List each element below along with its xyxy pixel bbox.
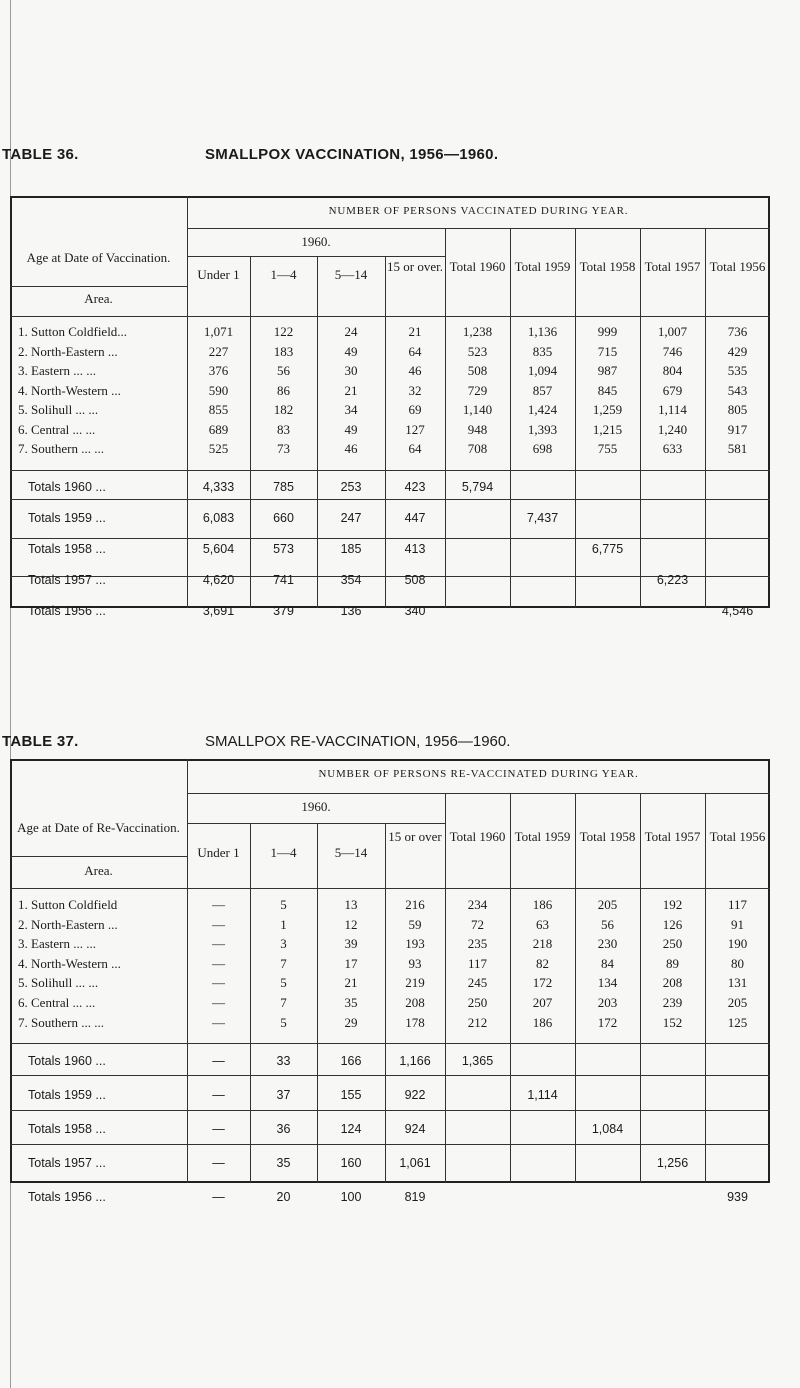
- totals-cell: 922: [404, 1088, 426, 1102]
- totals-cell: 340: [404, 604, 426, 618]
- totals-cell: 741: [273, 573, 294, 587]
- totals-cell: 423: [404, 480, 426, 494]
- area-name: 6. Central ... ...: [18, 995, 96, 1010]
- table-cell: 5: [280, 897, 287, 912]
- table-cell: 1,424: [527, 402, 558, 417]
- row-header: Age at Date of Re-Vaccination.: [17, 820, 180, 835]
- table-cell: 845: [597, 382, 618, 398]
- table-cell: 205: [727, 995, 748, 1010]
- totals-diagonal-cell: 1,365: [461, 1054, 494, 1068]
- totals-cell: 33: [276, 1054, 291, 1068]
- totals-diagonal-cell: 1,084: [591, 1122, 624, 1136]
- totals-cell: 166: [340, 1054, 362, 1068]
- totals-diagonal-cell: 6,775: [591, 542, 624, 556]
- table-cell: 729: [467, 382, 488, 398]
- totals-cell: 20: [276, 1190, 291, 1204]
- table-cell: 857: [532, 382, 553, 398]
- column-header: 5—14: [334, 845, 368, 860]
- table-cell: 208: [405, 995, 425, 1010]
- totals-cell: 124: [340, 1122, 362, 1136]
- table-cell: 239: [662, 995, 683, 1010]
- table-cell: 134: [597, 975, 618, 991]
- table-cell: —: [212, 897, 225, 912]
- column-header: Total 1957: [644, 259, 701, 274]
- area-name: 6. Central ... ...: [18, 421, 96, 437]
- table-cell: 1,136: [527, 324, 558, 339]
- totals-row-rule: [10, 499, 770, 500]
- year-1960-rule: [187, 256, 445, 257]
- table-cell: 230: [597, 936, 618, 952]
- totals-cell: 785: [273, 480, 294, 494]
- table-cell: 21: [344, 975, 358, 991]
- table-cell: 21: [344, 382, 358, 398]
- totals-diagonal-cell: 4,546: [721, 604, 754, 618]
- area-name: 2. North-Eastern ...: [18, 916, 118, 932]
- group-header-rule: [187, 228, 770, 229]
- totals-label: Totals 1960 ...: [28, 480, 106, 494]
- table-cell: 245: [467, 975, 488, 991]
- column-divider: [510, 228, 511, 608]
- totals-label: Totals 1957 ...: [28, 1156, 106, 1170]
- column-divider: [705, 228, 706, 608]
- column-header: 1—4: [270, 267, 297, 282]
- table-cell: 91: [731, 916, 744, 932]
- table-cell: 250: [662, 936, 683, 952]
- table-cell: 948: [467, 421, 488, 437]
- table-cell: 186: [532, 1014, 553, 1030]
- table-cell: 523: [467, 343, 488, 359]
- totals-cell: 4,333: [202, 480, 235, 494]
- table-cell: 208: [662, 975, 683, 991]
- table-cell: 219: [405, 975, 425, 991]
- table-cell: 86: [277, 382, 290, 398]
- header-bottom-rule: [10, 316, 770, 317]
- table-cell: 183: [273, 343, 294, 359]
- table-cell: 855: [208, 402, 229, 417]
- column-header: Total 1958: [579, 829, 636, 844]
- table-cell: —: [212, 975, 225, 991]
- totals-row-rule: [10, 1144, 770, 1145]
- table-cell: 126: [662, 916, 683, 932]
- totals-cell: 155: [340, 1088, 362, 1102]
- column-header: Total 1956: [709, 259, 766, 274]
- table-title: SMALLPOX VACCINATION, 1956—1960.: [205, 146, 499, 163]
- table-cell: 12: [344, 916, 358, 932]
- totals-cell: 185: [340, 542, 362, 556]
- table-cell: 525: [208, 441, 229, 456]
- table-title: SMALLPOX RE-VACCINATION, 1956—1960.: [205, 733, 511, 750]
- area-name: 2. North-Eastern ...: [18, 343, 118, 359]
- table-cell: 5: [280, 1014, 287, 1030]
- table-cell: 708: [467, 441, 488, 456]
- totals-cell: 924: [404, 1122, 426, 1136]
- totals-cell: 160: [340, 1156, 362, 1170]
- totals-cell: 447: [404, 511, 426, 525]
- table-cell: 1,114: [658, 402, 687, 417]
- totals-cell: 413: [404, 542, 426, 556]
- table-cell: 5: [280, 975, 287, 991]
- year-1960-header: 1960.: [301, 234, 331, 249]
- table-cell: 235: [467, 936, 488, 952]
- area-label: Area.: [84, 863, 113, 878]
- table-cell: 49: [344, 421, 358, 437]
- table-cell: 32: [408, 382, 422, 398]
- table-cell: 131: [727, 975, 748, 991]
- table-cell: 64: [408, 343, 422, 359]
- totals-cell: —: [212, 1088, 225, 1102]
- column-header: Total 1960: [449, 829, 506, 844]
- column-header: Under 1: [197, 845, 240, 860]
- table-cell: 152: [662, 1014, 683, 1030]
- table-cell: 234: [467, 897, 488, 912]
- table-cell: 1,140: [462, 402, 493, 417]
- totals-cell: —: [212, 1156, 225, 1170]
- column-header: 1—4: [270, 845, 297, 860]
- table-cell: 24: [344, 324, 358, 339]
- column-divider: [445, 228, 446, 608]
- area-name: 1. Sutton Coldfield...: [18, 324, 128, 339]
- totals-diagonal-cell: 1,256: [656, 1156, 689, 1170]
- totals-diagonal-cell: 7,437: [526, 511, 559, 525]
- table-cell: 7: [280, 995, 287, 1010]
- column-header: Total 1958: [579, 259, 636, 274]
- table-cell: 376: [208, 363, 229, 378]
- column-header: Under 1: [197, 267, 240, 282]
- column-header: 5—14: [334, 267, 368, 282]
- table-cell: —: [212, 995, 225, 1010]
- totals-row-rule: [10, 1075, 770, 1076]
- table-cell: 56: [601, 916, 614, 932]
- table-cell: 49: [344, 343, 358, 359]
- totals-row-rule: [10, 538, 770, 539]
- totals-cell: 379: [273, 604, 294, 618]
- column-header: Total 1959: [514, 259, 571, 274]
- table-cell: 73: [277, 441, 290, 456]
- totals-cell: 819: [404, 1190, 426, 1204]
- area-name: 5. Solihull ... ...: [18, 402, 99, 417]
- table-cell: 203: [597, 995, 618, 1010]
- group-header-rule: [187, 793, 770, 794]
- table-cell: —: [212, 936, 225, 952]
- totals-cell: 35: [276, 1156, 291, 1170]
- totals-cell: 1,166: [399, 1054, 431, 1068]
- area-name: 3. Eastern ... ...: [18, 936, 96, 952]
- year-1960-rule: [187, 823, 445, 824]
- area-name: 4. North-Western ...: [18, 955, 121, 971]
- table-cell: 17: [344, 955, 358, 971]
- table-cell: 590: [208, 382, 229, 398]
- table-cell: 543: [727, 382, 748, 398]
- totals-label: Totals 1959 ...: [28, 1088, 106, 1102]
- totals-cell: —: [212, 1122, 225, 1136]
- area-rule: [10, 856, 187, 857]
- table-cell: 212: [467, 1014, 488, 1030]
- table-cell: 689: [208, 421, 229, 437]
- table-cell: 581: [727, 441, 748, 456]
- area-name: 7. Southern ... ...: [18, 441, 104, 456]
- totals-cell: 660: [273, 511, 294, 525]
- area-block-rule: [10, 1043, 770, 1044]
- totals-cell: 1,061: [399, 1156, 431, 1170]
- table-cell: 746: [662, 343, 683, 359]
- table-cell: 46: [344, 441, 358, 456]
- table-cell: 117: [467, 955, 488, 971]
- table-cell: 1,259: [592, 402, 623, 417]
- table-label: TABLE 36.: [2, 146, 79, 163]
- table-cell: —: [212, 916, 225, 932]
- table-cell: 89: [666, 955, 679, 971]
- totals-cell: 253: [340, 480, 362, 494]
- area-block-rule: [10, 470, 770, 471]
- totals-row-rule: [10, 1110, 770, 1111]
- totals-diagonal-cell: 5,794: [461, 480, 494, 494]
- totals-cell: 3,691: [202, 604, 235, 618]
- table-cell: 736: [727, 324, 748, 339]
- table-cell: 172: [597, 1014, 618, 1030]
- totals-cell: 354: [340, 573, 362, 587]
- totals-cell: —: [212, 1190, 225, 1204]
- group-header: NUMBER OF PERSONS VACCINATED DURING YEAR.: [328, 205, 629, 217]
- totals-cell: 136: [340, 604, 362, 618]
- column-divider: [640, 228, 641, 608]
- table-cell: 56: [277, 363, 290, 378]
- table-cell: 835: [532, 343, 553, 359]
- table-cell: 917: [727, 421, 748, 437]
- totals-cell: 508: [404, 573, 426, 587]
- table-cell: 535: [727, 363, 748, 378]
- table-cell: 192: [662, 897, 683, 912]
- table-cell: 1,215: [592, 421, 623, 437]
- table-cell: 64: [408, 441, 422, 456]
- table-cell: 13: [344, 897, 358, 912]
- table-cell: —: [212, 955, 225, 971]
- totals-cell: 5,604: [202, 542, 235, 556]
- header-bottom-rule: [10, 888, 770, 889]
- totals-label: Totals 1956 ...: [28, 1190, 106, 1204]
- table-cell: 193: [405, 936, 425, 952]
- table-cell: 1: [280, 916, 287, 932]
- area-label: Area.: [84, 291, 113, 306]
- totals-cell: 37: [276, 1088, 291, 1102]
- totals-cell: 573: [273, 542, 294, 556]
- table-cell: 1,240: [657, 421, 688, 437]
- table-cell: 93: [408, 955, 422, 971]
- table-cell: 30: [344, 363, 358, 378]
- table-cell: 987: [597, 363, 618, 378]
- area-name: 4. North-Western ...: [18, 382, 121, 398]
- area-name: 5. Solihull ... ...: [18, 975, 99, 991]
- table-cell: 29: [344, 1014, 358, 1030]
- table-cell: 1,393: [527, 421, 558, 437]
- table-cell: 34: [344, 402, 358, 417]
- area-rule: [10, 286, 187, 287]
- totals-cell: 100: [340, 1190, 362, 1204]
- area-name: 1. Sutton Coldfield: [18, 897, 118, 912]
- table-cell: 35: [344, 995, 358, 1010]
- table-cell: 125: [727, 1014, 748, 1030]
- table-cell: 429: [727, 343, 748, 359]
- totals-label: Totals 1959 ...: [28, 511, 106, 525]
- table-cell: 755: [597, 441, 618, 456]
- table-cell: 205: [597, 897, 618, 912]
- table-label: TABLE 37.: [2, 733, 79, 750]
- table-cell: 63: [536, 916, 549, 932]
- table-cell: 7: [280, 955, 287, 971]
- table-cell: 186: [532, 897, 553, 912]
- area-name: 3. Eastern ... ...: [18, 363, 96, 378]
- table-cell: 216: [405, 897, 425, 912]
- table-cell: 39: [344, 936, 358, 952]
- table-cell: 172: [532, 975, 553, 991]
- table-cell: 999: [597, 324, 618, 339]
- totals-cell: —: [212, 1054, 225, 1068]
- totals-label: Totals 1958 ...: [28, 542, 106, 556]
- year-1960-header: 1960.: [301, 799, 331, 814]
- column-header: 15 or over: [388, 829, 442, 844]
- group-header: NUMBER OF PERSONS RE-VACCINATED DURING YEAR.: [318, 768, 639, 780]
- table-cell: 1,238: [462, 324, 493, 339]
- table-cell: 1,007: [657, 324, 688, 339]
- totals-diagonal-cell: 939: [727, 1190, 748, 1204]
- totals-label: Totals 1958 ...: [28, 1122, 106, 1136]
- totals-cell: 247: [340, 511, 362, 525]
- totals-cell: 4,620: [202, 573, 235, 587]
- table-cell: 250: [467, 995, 488, 1010]
- row-header: Age at Date of Vaccination.: [26, 250, 171, 265]
- totals-label: Totals 1956 ...: [28, 604, 106, 618]
- column-header: 15 or over.: [387, 259, 443, 274]
- table-cell: 633: [662, 441, 683, 456]
- table-cell: 82: [536, 955, 549, 971]
- area-name: 7. Southern ... ...: [18, 1014, 104, 1030]
- table-cell: 21: [408, 324, 422, 339]
- totals-diagonal-cell: 1,114: [527, 1088, 558, 1102]
- table-cell: 84: [601, 955, 614, 971]
- totals-cell: 36: [276, 1122, 291, 1136]
- totals-diagonal-cell: 6,223: [656, 573, 689, 587]
- column-header: Total 1957: [644, 829, 701, 844]
- column-header: Total 1960: [449, 259, 506, 274]
- table-cell: 207: [532, 995, 553, 1010]
- table-cell: 715: [597, 343, 618, 359]
- table-cell: 508: [467, 363, 488, 378]
- table-cell: 218: [532, 936, 553, 952]
- table-cell: 46: [408, 363, 422, 378]
- table-cell: 127: [405, 421, 425, 437]
- table-cell: 1,094: [527, 363, 558, 378]
- table-cell: 227: [208, 343, 229, 359]
- table-cell: —: [212, 1014, 225, 1030]
- table-cell: 83: [277, 421, 290, 437]
- table-cell: 59: [408, 916, 422, 932]
- table-cell: 69: [408, 402, 422, 417]
- table-cell: 679: [662, 382, 683, 398]
- table-cell: 3: [280, 936, 287, 952]
- table-cell: 698: [532, 441, 553, 456]
- table-cell: 80: [731, 955, 744, 971]
- table-cell: 122: [273, 324, 294, 339]
- table-cell: 178: [405, 1014, 425, 1030]
- totals-label: Totals 1960 ...: [28, 1054, 106, 1068]
- column-header: Total 1956: [709, 829, 766, 844]
- table-cell: 804: [662, 363, 683, 378]
- table-cell: 117: [727, 897, 748, 912]
- table-cell: 182: [273, 402, 294, 417]
- column-header: Total 1959: [514, 829, 571, 844]
- totals-cell: 6,083: [202, 511, 235, 525]
- table-cell: 72: [471, 916, 484, 932]
- table-cell: 805: [727, 402, 748, 417]
- totals-label: Totals 1957 ...: [28, 573, 106, 587]
- table-cell: 1,071: [203, 324, 234, 339]
- table-cell: 190: [727, 936, 748, 952]
